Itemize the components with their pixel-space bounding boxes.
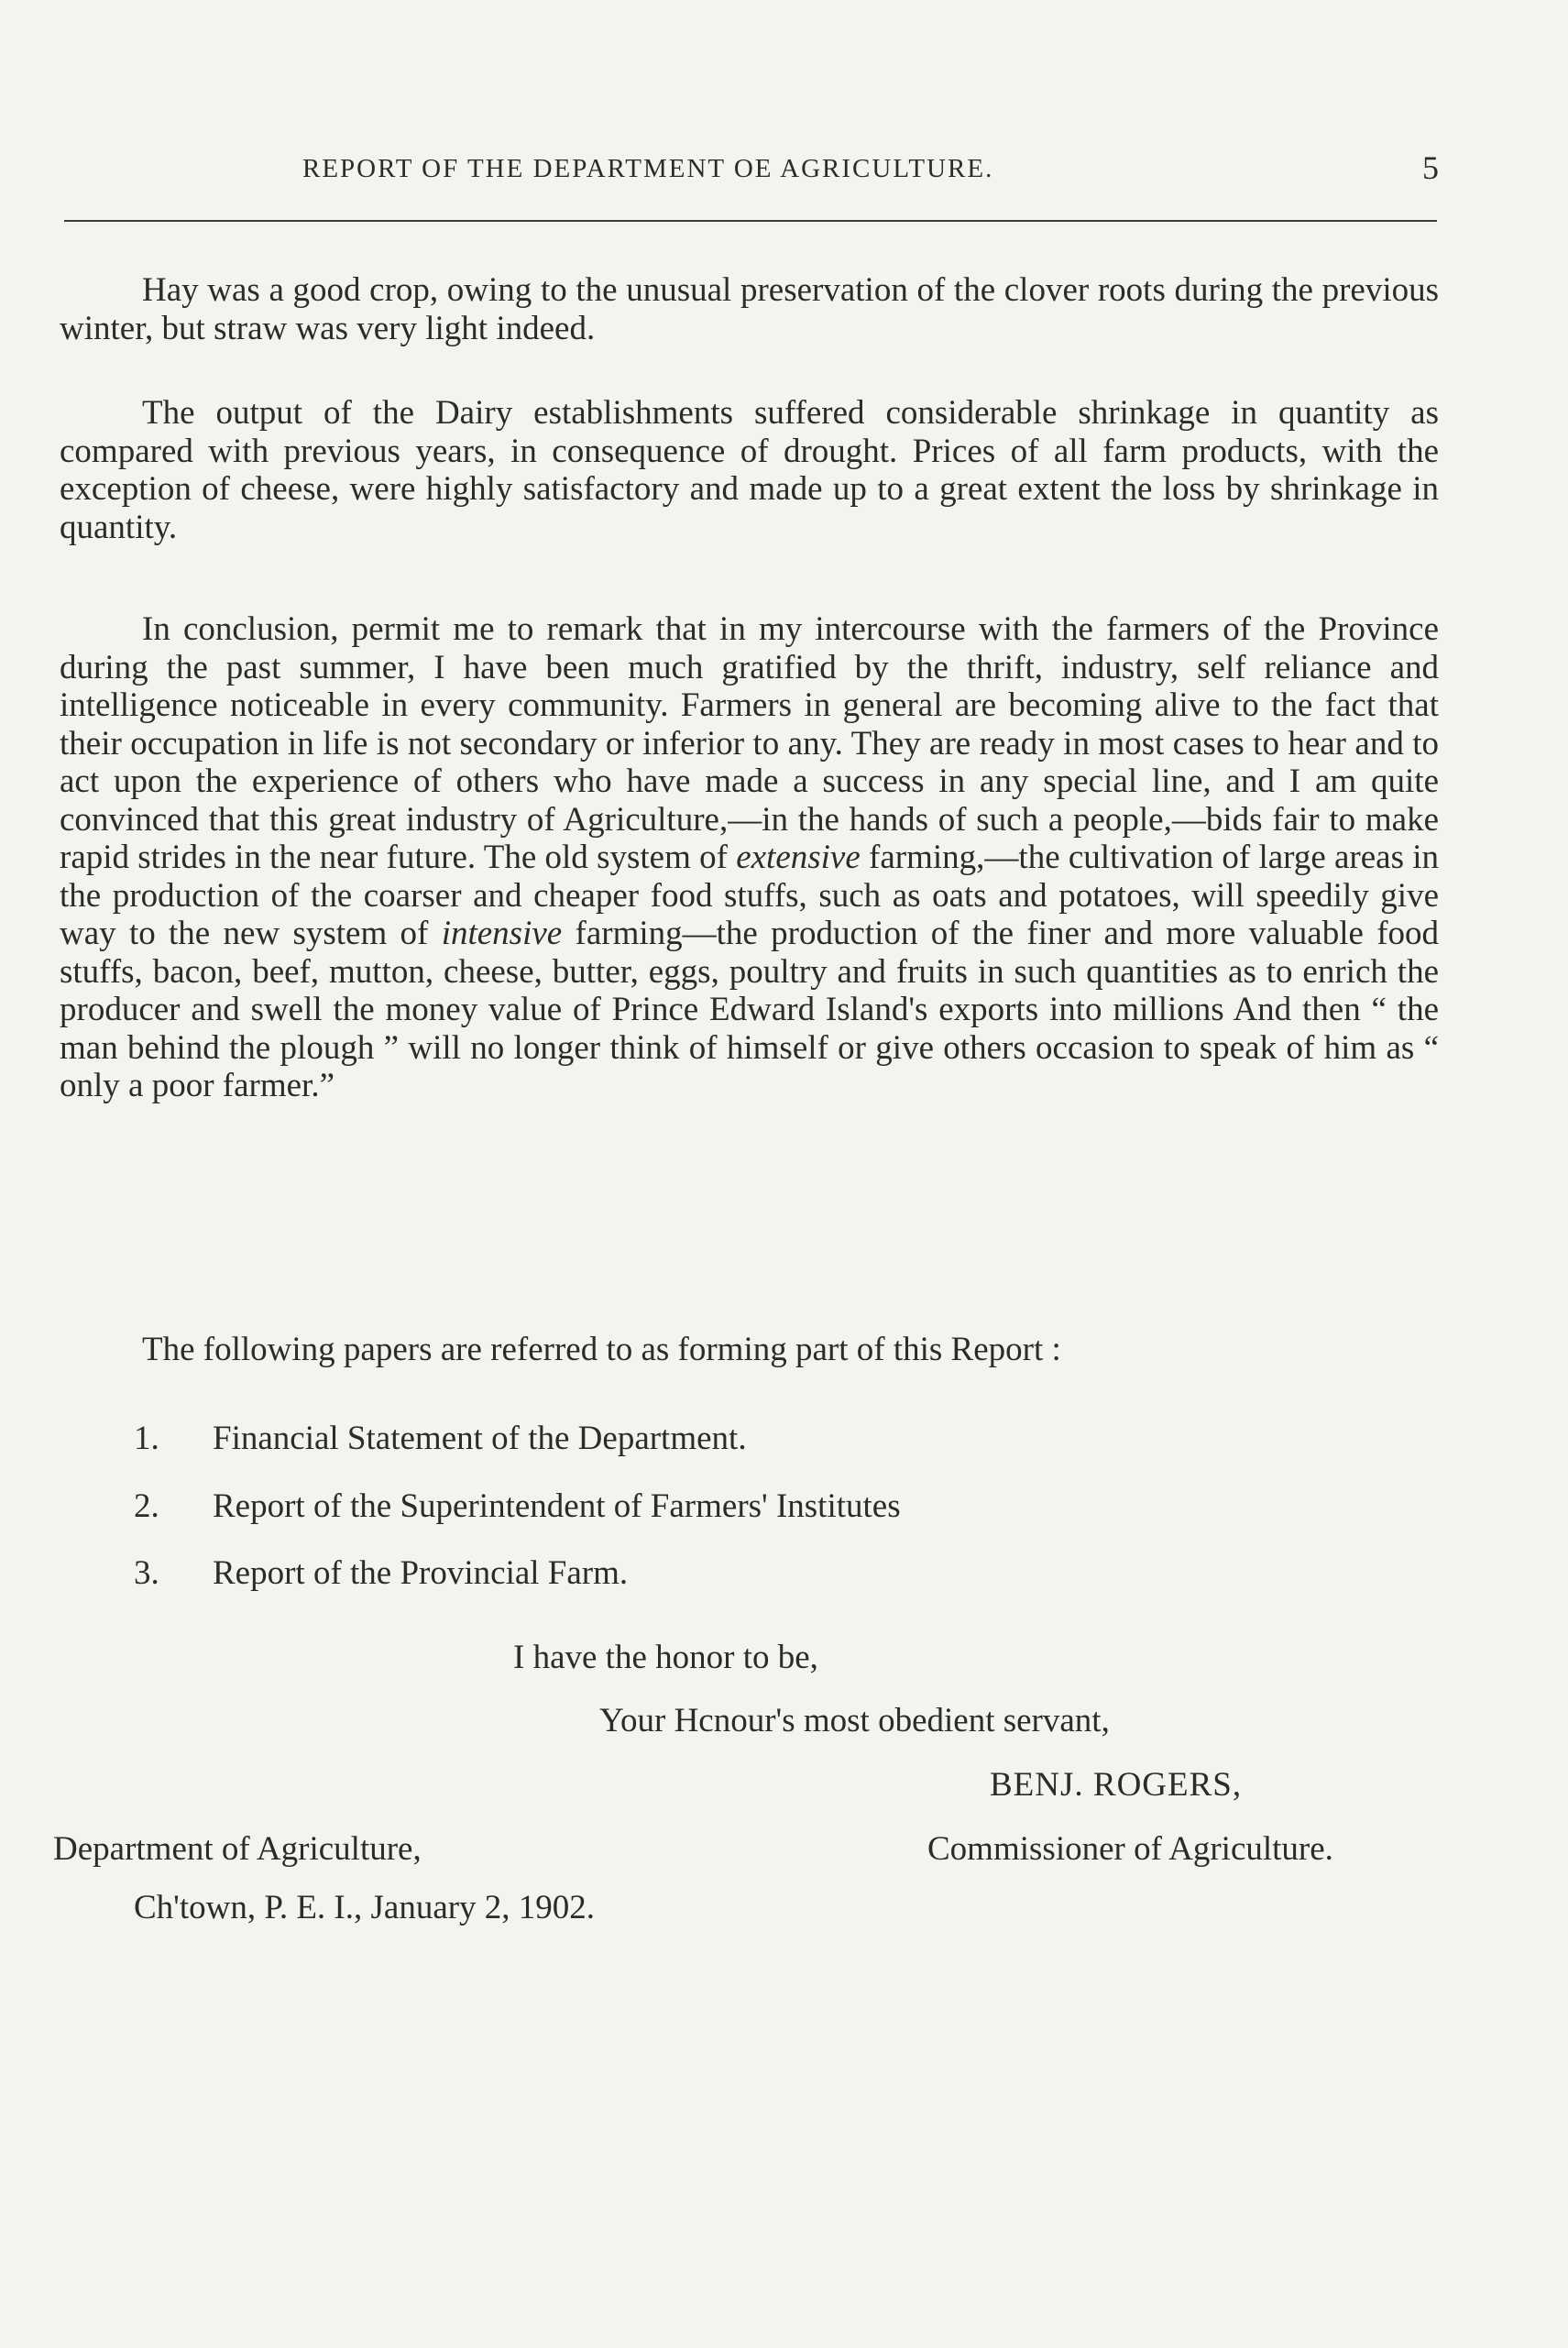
paragraph-dairy: The output of the Dairy establishments suffered considerable shrinkage in quantity as compared with previous years, in consequence of drought. Prices of all farm products, with the exception of cheese, were highly satisfactory and made up to a great extent the loss by shrinkage in quantity. bbox=[60, 394, 1439, 546]
paragraph-hay: Hay was a good crop, owing to the unusual preservation of the clover roots during the previous winter, but straw was very light indeed. bbox=[60, 271, 1439, 347]
conclusion-text-part2: farming,—the cultivation of large areas in the production of the coarser and cheaper food stuffs, such as oats and potatoes, will speedily give way to the new system of bbox=[60, 839, 1440, 952]
signer-name: BENJ. ROGERS, bbox=[990, 1766, 1243, 1804]
paragraph-papers-intro: The following papers are referred to as forming part of this Report : bbox=[142, 1331, 1061, 1368]
list-item bbox=[134, 1487, 901, 1526]
conclusion-text-part1: In conclusion, permit me to remark that in my intercourse with the farmers of the Province during the past summer, I have been much gratified by the thrift, industry, self reliance and intelligence noticeable in every community. Farmers in general are becoming alive to the fact that their occupation in life is not secondary or inferior to any. They are ready in most cases to hear and to act upon the experience of others who have made a success in any special line, and I am quite convinced that this great industry of Agriculture,—in the hands of such a people,—bids fair to make rapid strides in the near future. The old system of bbox=[60, 610, 1439, 876]
list-text: Report of the Provincial Farm. bbox=[213, 1554, 629, 1592]
conclusion-text-part3: farming—the production of the finer and more valuable food stuffs, bacon, beef, mutton, cheese, butter, eggs, poultry and fruits in such quantities as to enrich the producer and swell the money value of Prince Edward Island's exports into millions And then “ the man behind the plough ” will no longer think of himself or give others occasion to speak of him as “ only a poor farmer.” bbox=[60, 915, 1440, 1104]
closing-servant: Your Hcnour's most obedient servant, bbox=[599, 1702, 1110, 1739]
place-and-date: Ch'town, P. E. I., January 2, 1902. bbox=[134, 1889, 596, 1926]
closing-salutation: I have the honor to be, bbox=[513, 1639, 818, 1676]
paragraph-conclusion bbox=[60, 610, 1439, 1105]
list-text: Report of the Superintendent of Farmers' Institutes bbox=[213, 1487, 901, 1525]
list-text: Financial Statement of the Department. bbox=[213, 1420, 747, 1457]
header-rule bbox=[64, 220, 1437, 222]
list-number: 1. bbox=[134, 1420, 159, 1457]
header-title: REPORT OF THE DEPARTMENT OE AGRICULTURE. bbox=[302, 154, 994, 183]
page-number: 5 bbox=[1422, 149, 1439, 186]
list-number: 2. bbox=[134, 1487, 159, 1525]
running-header bbox=[55, 149, 1439, 200]
list-number: 3. bbox=[134, 1554, 159, 1592]
emphasis-intensive: intensive bbox=[441, 915, 563, 952]
signer-title: Commissioner of Agriculture. bbox=[927, 1830, 1333, 1868]
list-item bbox=[134, 1553, 628, 1593]
emphasis-extensive: extensive bbox=[736, 839, 861, 876]
department-name: Department of Agriculture, bbox=[53, 1830, 422, 1868]
list-item bbox=[134, 1419, 747, 1458]
